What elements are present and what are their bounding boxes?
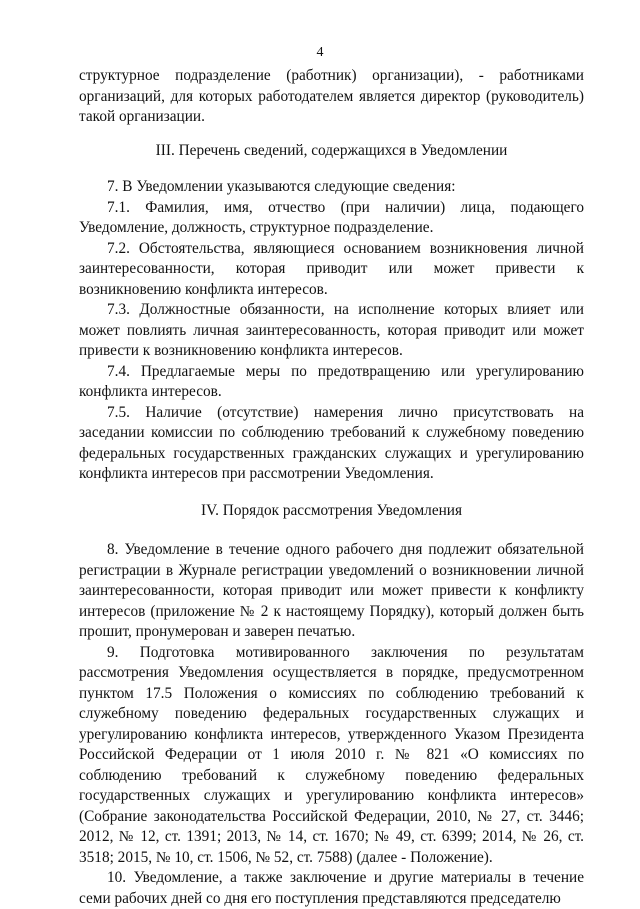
paragraph-7-3: 7.3. Должностные обязанности, на исполнение которых влияет или может повлиять личная заинтересованность, которая приводит или может привести к возникновению конфликта интересов.	[79, 301, 584, 359]
section-3-heading: III. Перечень сведений, содержащихся в Уведомлении	[155, 141, 508, 159]
paragraph-7-2: 7.2. Обстоятельства, являющиеся основанием возникновения личной заинтересованности, которая приводит или может привести к возникновению конфликта интересов.	[79, 239, 584, 298]
paragraph-7-1: 7.1. Фамилия, имя, отчество (при наличии) лица, подающего Уведомление, должность, структурное подразделение.	[79, 198, 584, 236]
section-4-body	[79, 540, 584, 909]
section-4-heading: IV. Порядок рассмотрения Уведомления	[200, 501, 463, 519]
intro-paragraph: структурное подразделение (работник) организации), - работниками организаций, для которых работодателем является директор (руководитель) такой организации.	[79, 67, 584, 125]
section-3-body	[79, 177, 584, 485]
page-number: 4	[316, 45, 324, 60]
paragraph-9: 9. Подготовка мотивированного заключения по результатам рассмотрения Уведомления осуществляется в порядке, предусмотренном пунктом 17.5 Положения о комиссиях по соблюдению требований к служебному поведению федеральных государственных служащих и урегулированию конфликта интересов, утвержденного Указом Президента Российской Федерации от 1 июля 2010 г. № 821 «О комиссиях по соблюдению требований к служебному поведению федеральных государственных служащих и урегулированию конфликта интересов» (Собрание законодательства Российской Федерации, 2010, № 27, ст. 3446; 2012, № 12, ст. 1391; 2013, № 14, ст. 1670; № 49, ст. 6399; 2014, № 26, ст. 3518; 2015, № 10, ст. 1506, № 52, ст. 7588) (далее - Положение).	[79, 643, 584, 866]
paragraph-10: 10. Уведомление, а также заключение и другие материалы в течение семи рабочих дней со дня его поступления представляются председателю	[79, 869, 584, 907]
paragraph-7: 7. В Уведомлении указываются следующие сведения:	[107, 178, 456, 195]
paragraph-8: 8. Уведомление в течение одного рабочего дня подлежит обязательной регистрации в Журнале регистрации уведомлений о возникновении личной заинтересованности, которая приводит или может привести к конфликту интересов (приложение № 2 к настоящему Порядку), который должен быть прошит, пронумерован и заверен печатью.	[79, 541, 584, 640]
paragraph-7-4: 7.4. Предлагаемые меры по предотвращению или урегулированию конфликта интересов.	[79, 362, 584, 400]
document-body	[79, 66, 584, 909]
paragraph-7-5: 7.5. Наличие (отсутствие) намерения лично присутствовать на заседании комиссии по соблюдению требований к служебному поведению федеральных государственных гражданских служащих и урегулированию конфликта интересов при рассмотрении Уведомления.	[79, 403, 584, 482]
